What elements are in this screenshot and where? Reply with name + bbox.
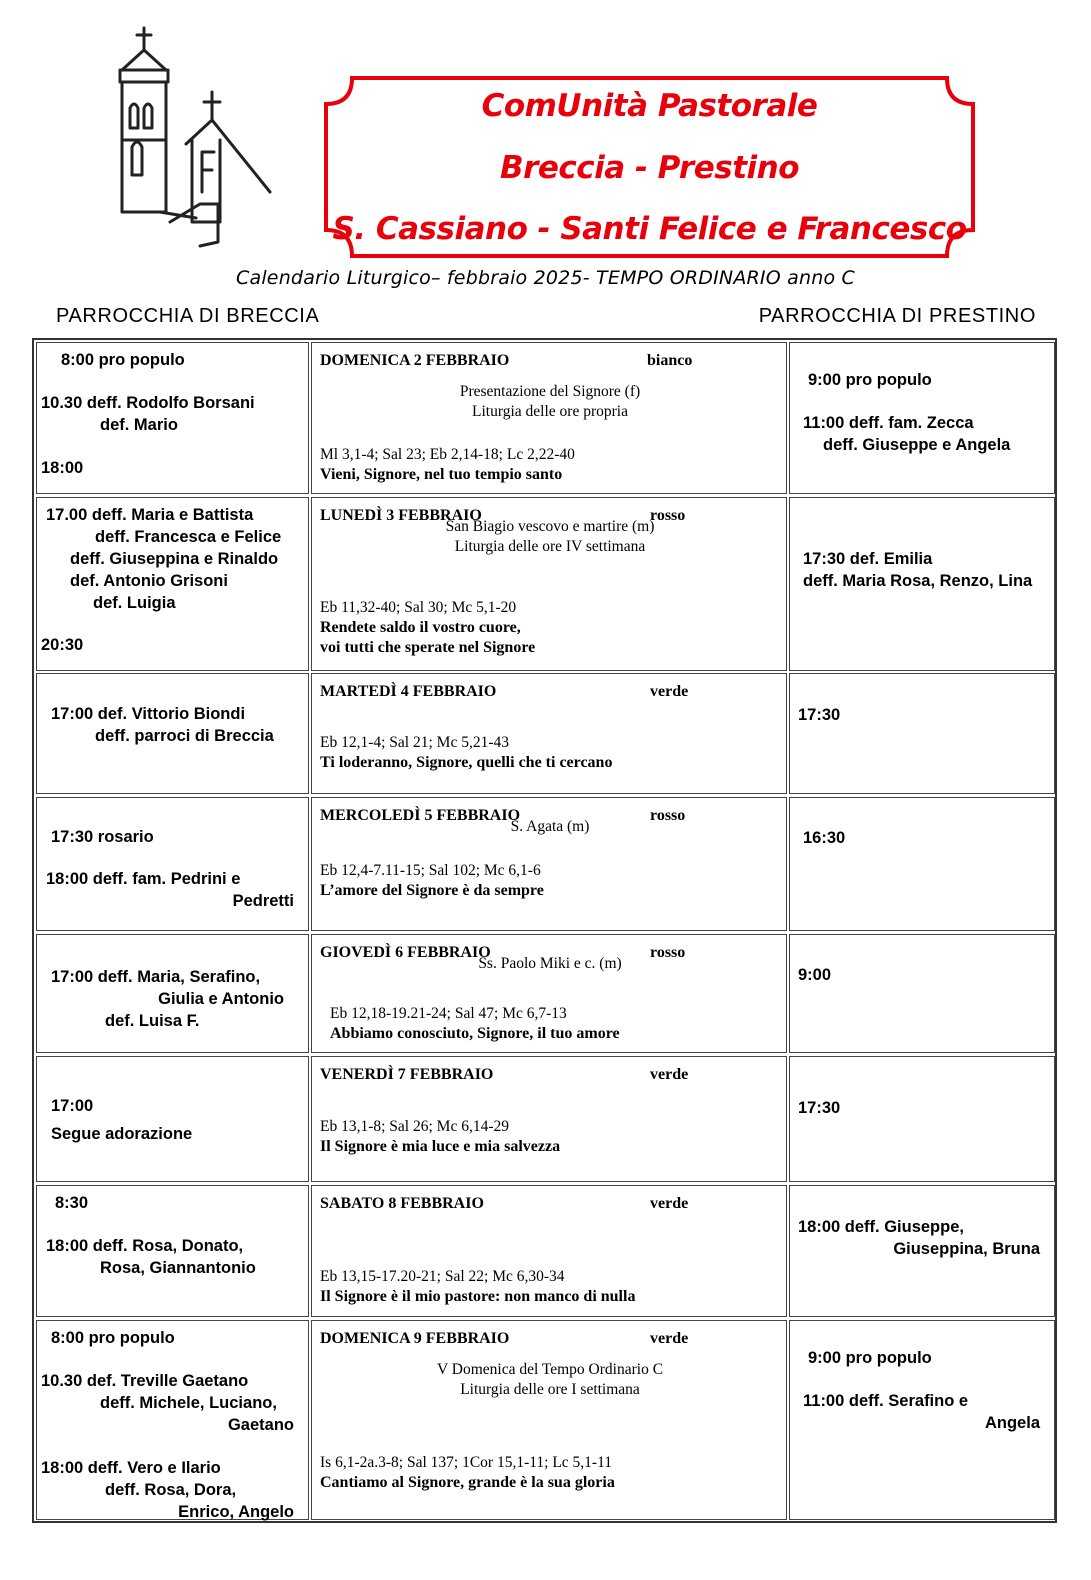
calendar-row [34,934,1055,1053]
breccia-masses-cell [36,342,309,494]
prestino-mass-line: 17:30 [798,706,841,724]
day-title: DOMENICA 9 FEBBRAIO [320,1330,510,1347]
breccia-mass-line: deff. Giuseppina e Rinaldo [70,550,279,568]
breccia-mass-line: 17:00 [51,1097,94,1115]
readings-text: Eb 11,32-40; Sal 30; Mc 5,1-20 [320,599,517,616]
title-frame [322,74,977,260]
day-title: VENERDÌ 7 FEBBRAIO [320,1066,494,1083]
breccia-mass-line: deff. Rosa, Dora, [105,1481,237,1499]
breccia-masses-cell [36,1185,309,1317]
prestino-masses-cell [789,673,1055,794]
liturgy-cell [311,797,787,931]
liturgy-cell [311,673,787,794]
prestino-masses-cell [789,342,1055,494]
title-line-1: ComUnità Pastorale [481,88,818,124]
title-line-3: S. Cassiano - Santi Felice e Francesco [332,211,967,247]
celebration-info: S. Agata (m) [510,818,590,835]
breccia-mass-line: def. Luigia [93,594,176,612]
prestino-mass-line: 9:00 pro populo [808,371,932,389]
prestino-mass-line: Giuseppina, Bruna [893,1240,1040,1258]
liturgical-color-label: verde [650,1195,689,1212]
prestino-mass-line: 17:30 [798,1099,841,1117]
liturgical-color-label: bianco [647,352,693,369]
day-title: DOMENICA 2 FEBBRAIO [320,352,510,369]
celebration-info: V Domenica del Tempo Ordinario C [436,1361,664,1378]
parish-breccia-label: PARROCCHIA DI BRECCIA [56,305,320,327]
day-title: MERCOLEDÌ 5 FEBBRAIO [320,807,521,824]
liturgy-cell [311,342,787,494]
breccia-mass-line: 17:30 rosario [51,828,154,846]
day-title: SABATO 8 FEBBRAIO [320,1195,484,1212]
prestino-mass-line: 17:30 def. Emilia [803,550,933,568]
breccia-mass-line: Giulia e Antonio [158,990,284,1008]
liturgical-color-label: verde [650,683,689,700]
breccia-mass-line: def. Antonio Grisoni [70,572,228,590]
breccia-mass-line: deff. parroci di Breccia [95,727,274,745]
readings-text: Eb 12,1-4; Sal 21; Mc 5,21-43 [320,734,509,751]
breccia-mass-line: 18:00 deff. Rosa, Donato, [46,1237,244,1255]
psalm-antiphon: Il Signore è mia luce e mia salvezza [320,1138,561,1155]
liturgical-color-label: rosso [650,807,686,824]
calendar-subtitle: Calendario Liturgico– febbraio 2025- TEMPO ORDINARIO anno C [236,267,855,289]
breccia-mass-line: Enrico, Angelo [178,1503,294,1521]
psalm-antiphon: Abbiamo conosciuto, Signore, il tuo amore [330,1025,620,1042]
calendar-row [34,497,1055,671]
liturgy-cell [311,497,787,671]
breccia-mass-line: def. Mario [100,416,178,434]
calendar-row [34,1320,1055,1520]
prestino-masses-cell [789,934,1055,1053]
breccia-mass-line: Pedretti [232,892,294,910]
psalm-antiphon: Ti loderanno, Signore, quelli che ti cercano [320,754,613,771]
breccia-masses-cell [36,797,309,931]
breccia-mass-line: Rosa, Giannantonio [100,1259,256,1277]
psalm-antiphon: Cantiamo al Signore, grande è la sua gloria [320,1474,615,1491]
breccia-mass-line: 18:00 deff. fam. Pedrini e [46,870,241,888]
prestino-mass-line: Angela [984,1414,1040,1432]
readings-text: Eb 12,4-7.11-15; Sal 102; Mc 6,1-6 [320,862,541,879]
breccia-mass-line: Gaetano [227,1416,294,1434]
prestino-mass-line: 9:00 pro populo [808,1349,932,1367]
breccia-mass-line: 8:00 pro populo [61,351,185,369]
celebration-info: Liturgia delle ore I settimana [460,1381,640,1398]
breccia-mass-line: 8:30 [55,1194,89,1212]
breccia-mass-line: 17:00 def. Vittorio Biondi [51,705,246,723]
breccia-masses-cell [36,1320,309,1520]
liturgical-color-label: verde [650,1066,689,1083]
prestino-mass-line: 18:00 deff. Giuseppe, [798,1218,964,1236]
readings-text: Is 6,1-2a.3-8; Sal 137; 1Cor 15,1-11; Lc 5,1-11 [320,1454,613,1471]
prestino-mass-line: 9:00 [798,966,832,984]
calendar-row [34,797,1055,931]
readings-text: Eb 12,18-19.21-24; Sal 47; Mc 6,7-13 [330,1005,567,1022]
day-title: LUNEDÌ 3 FEBBRAIO [320,507,482,524]
psalm-antiphon: Rendete saldo il vostro cuore, [320,619,521,636]
celebration-info: Ss. Paolo Miki e c. (m) [478,955,622,972]
psalm-antiphon: Il Signore è il mio pastore: non manco di nulla [320,1288,636,1305]
breccia-mass-line: Segue adorazione [51,1125,193,1143]
psalm-antiphon: Vieni, Signore, nel tuo tempio santo [320,466,563,483]
psalm-antiphon: voi tutti che sperate nel Signore [320,639,536,656]
breccia-mass-line: def. Luisa F. [105,1012,200,1030]
prestino-mass-line: deff. Maria Rosa, Renzo, Lina [803,572,1033,590]
psalm-antiphon: L’amore del Signore è da sempre [320,882,544,899]
breccia-masses-cell [36,1056,309,1182]
breccia-masses-cell [36,497,309,671]
prestino-mass-line: 11:00 deff. fam. Zecca [803,414,974,432]
breccia-mass-line: 17:00 deff. Maria, Serafino, [51,968,261,986]
liturgy-cell [311,1056,787,1182]
liturgy-cell [311,934,787,1053]
celebration-info: San Biagio vescovo e martire (m) [445,518,655,535]
liturgy-cell [311,1185,787,1317]
calendar-row [34,1056,1055,1182]
readings-text: Eb 13,1-8; Sal 26; Mc 6,14-29 [320,1118,509,1135]
calendar-row [34,1185,1055,1317]
prestino-mass-line: 11:00 deff. Serafino e [803,1392,969,1410]
breccia-mass-line: deff. Francesca e Felice [95,528,282,546]
liturgical-color-label: rosso [650,507,686,524]
day-title: MARTEDÌ 4 FEBBRAIO [320,683,497,700]
celebration-info: Liturgia delle ore propria [472,403,628,420]
breccia-mass-line: 18:00 deff. Vero e Ilario [41,1459,221,1477]
parish-prestino-label: PARROCCHIA DI PRESTINO [758,305,1036,327]
breccia-mass-line: deff. Michele, Luciano, [100,1394,277,1412]
breccia-mass-line: 20:30 [41,636,84,654]
prestino-masses-cell [789,1056,1055,1182]
prestino-masses-cell [789,1185,1055,1317]
celebration-info: Presentazione del Signore (f) [459,383,641,400]
calendar-row [34,342,1055,494]
breccia-masses-cell [36,673,309,794]
prestino-masses-cell [789,497,1055,671]
prestino-masses-cell [789,797,1055,931]
breccia-mass-line: 10.30 deff. Rodolfo Borsani [41,394,255,412]
title-line-2: Breccia - Prestino [499,150,800,186]
liturgical-color-label: verde [650,1330,689,1347]
liturgy-cell [311,1320,787,1520]
day-title: GIOVEDÌ 6 FEBBRAIO [320,944,491,961]
prestino-masses-cell [789,1320,1055,1520]
breccia-mass-line: 10.30 def. Treville Gaetano [41,1372,249,1390]
church-logo-icon [100,22,300,252]
prestino-mass-line: deff. Giuseppe e Angela [823,436,1011,454]
breccia-masses-cell [36,934,309,1053]
calendar-row [34,673,1055,794]
breccia-mass-line: 17.00 deff. Maria e Battista [46,506,254,524]
calendar-table [32,338,1057,1523]
celebration-info: Liturgia delle ore IV settimana [454,538,646,555]
breccia-mass-line: 18:00 [41,459,84,477]
prestino-mass-line: 16:30 [803,829,846,847]
liturgical-color-label: rosso [650,944,686,961]
readings-text: Ml 3,1-4; Sal 23; Eb 2,14-18; Lc 2,22-40 [320,446,575,463]
breccia-mass-line: 8:00 pro populo [51,1329,175,1347]
readings-text: Eb 13,15-17.20-21; Sal 22; Mc 6,30-34 [320,1268,565,1285]
